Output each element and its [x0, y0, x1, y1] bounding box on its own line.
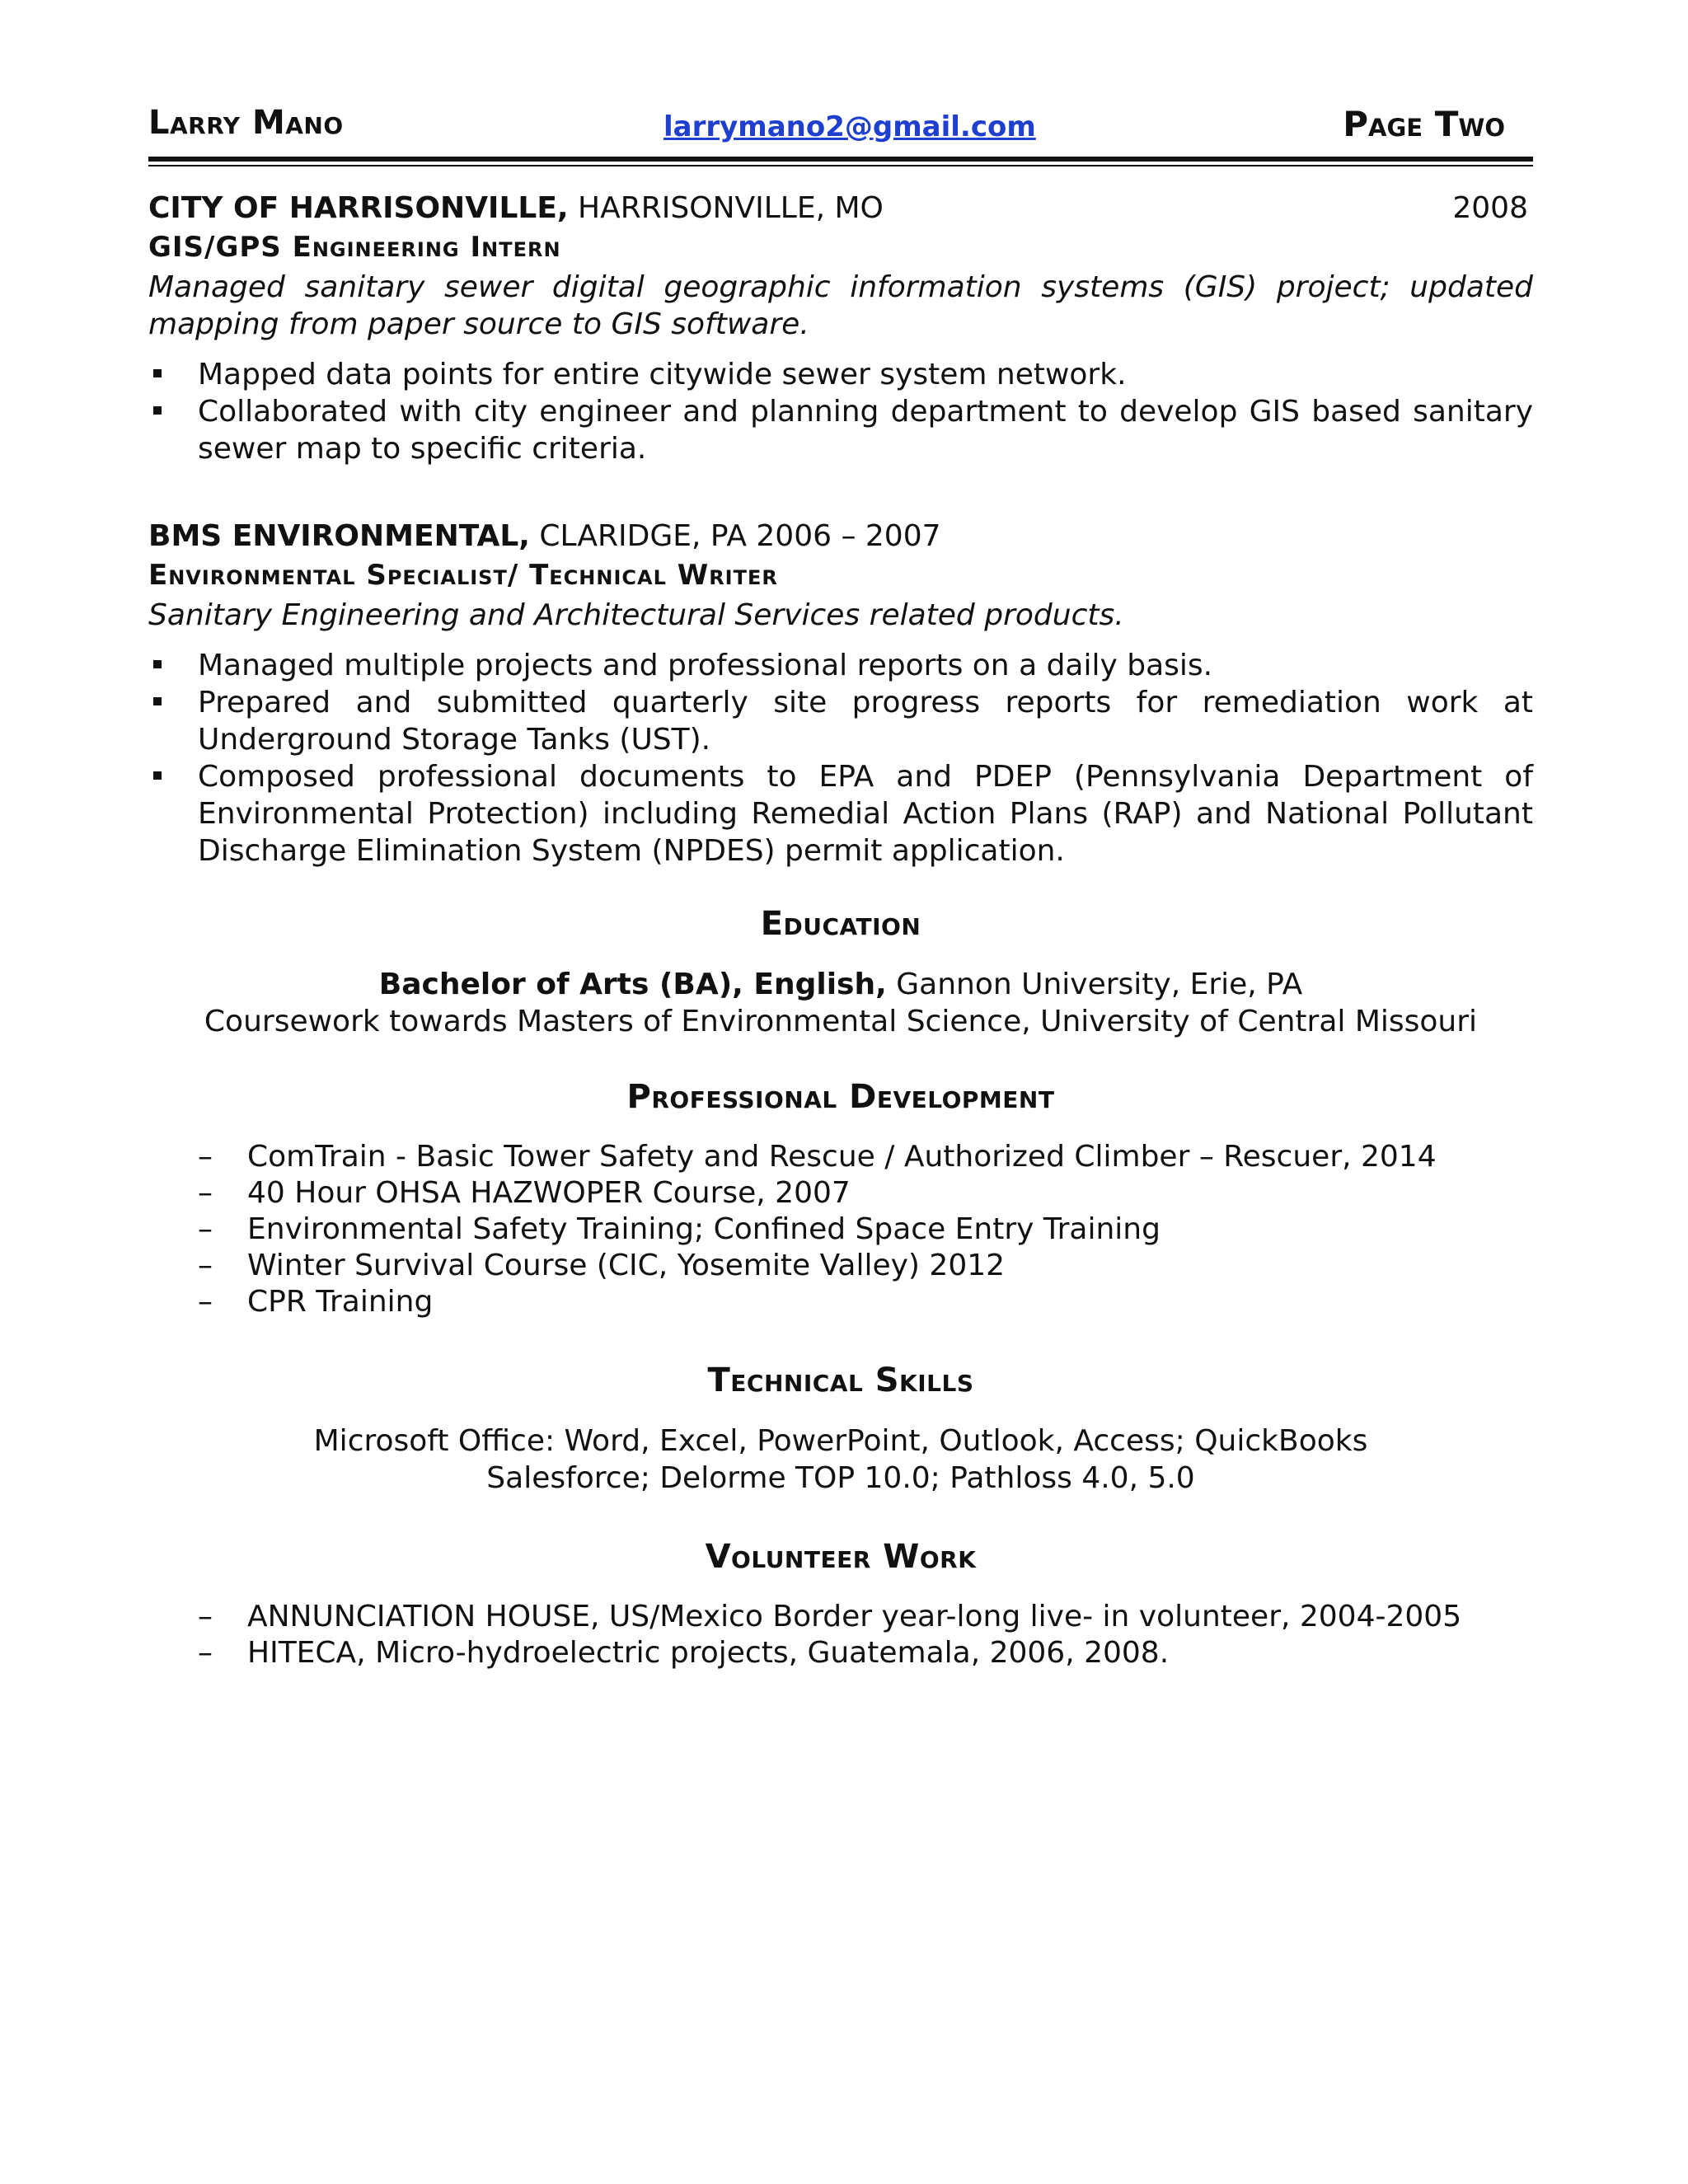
dash-bullet-icon: – — [198, 1285, 213, 1319]
job-heading-line — [148, 191, 1533, 231]
coursework: Coursework towards Masters of Environmental Science, University of Central Missouri — [204, 1005, 1478, 1038]
list-item: – Environmental Safety Training; Confined Space Entry Training — [198, 1212, 1160, 1246]
degree-line — [148, 966, 1533, 1003]
professional-development-list — [148, 1139, 1533, 1320]
job-description: Sanitary Engineering and Architectural Services related products. — [148, 598, 1124, 632]
dash-bullet-icon: – — [198, 1212, 213, 1246]
job-year: 2008 — [1452, 191, 1528, 225]
job-bullet: Collaborated with city engineer and planning department to develop GIS based sanitary sewer map to specific criteria. — [148, 393, 1533, 467]
square-bullet-icon — [153, 406, 162, 415]
page-label: Page Two — [1343, 104, 1505, 144]
square-bullet-icon — [153, 771, 162, 780]
degree: Bachelor of Arts (BA), English, — [378, 968, 887, 1001]
job-location: CLARIDGE, PA 2006 – 2007 — [539, 519, 941, 553]
page-header — [148, 99, 1533, 148]
job-bullet-list — [148, 356, 1533, 467]
job-organization: BMS ENVIRONMENTAL, — [148, 519, 530, 553]
skills-line: Microsoft Office: Word, Excel, PowerPoint, Outlook, Access; QuickBooks — [313, 1424, 1368, 1458]
list-item: – 40 Hour OHSA HAZWOPER Course, 2007 — [198, 1176, 851, 1210]
school: Gannon University, Erie, PA — [896, 968, 1303, 1001]
candidate-name: Larry Mano — [148, 104, 344, 142]
job-description: Managed sanitary sewer digital geographic information systems (GIS) project; updated mapping from paper source to GIS software. — [148, 270, 1533, 341]
volunteer-work-list — [148, 1599, 1533, 1671]
job-entry — [148, 519, 1533, 869]
job-bullet: Mapped data points for entire citywide sewer system network. — [148, 356, 1533, 393]
job-organization: CITY OF HARRISONVILLE, — [148, 191, 569, 225]
list-item: – CPR Training — [198, 1285, 434, 1319]
volunteer-work-heading: Volunteer Work — [705, 1538, 977, 1576]
list-item: – ComTrain - Basic Tower Safety and Rescue / Authorized Climber – Rescuer, 2014 — [198, 1140, 1437, 1174]
job-heading-line — [148, 519, 1533, 559]
header-rule-thin — [148, 165, 1533, 166]
square-bullet-icon — [153, 369, 162, 377]
job-role: GIS/GPS Engineering Intern — [148, 231, 561, 264]
list-item: – HITECA, Micro-hydroelectric projects, Guatemala, 2006, 2008. — [198, 1636, 1170, 1670]
square-bullet-icon — [153, 660, 162, 668]
list-item: – Winter Survival Course (CIC, Yosemite Valley) 2012 — [198, 1249, 1006, 1282]
job-bullet: Prepared and submitted quarterly site progress reports for remediation work at Underground Storage Tanks (UST). — [148, 684, 1533, 758]
dash-bullet-icon: – — [198, 1636, 213, 1670]
job-bullet: Composed professional documents to EPA and PDEP (Pennsylvania Department of Environmental Protection) including Remedial Action Plans (RAP) and National Pollutant Discharge Elimination System (NPDES) permit application. — [148, 758, 1533, 869]
skills-line: Salesforce; Delorme TOP 10.0; Pathloss 4.0, 5.0 — [486, 1461, 1195, 1495]
email-link[interactable]: larrymano2@gmail.com — [663, 110, 1036, 143]
technical-skills — [148, 1422, 1533, 1497]
education-details — [148, 966, 1533, 1040]
dash-bullet-icon: – — [198, 1249, 213, 1282]
education-heading: Education — [760, 905, 921, 943]
dash-bullet-icon: – — [198, 1600, 213, 1633]
list-item: – ANNUNCIATION HOUSE, US/Mexico Border year-long live- in volunteer, 2004-2005 — [198, 1600, 1462, 1633]
technical-skills-heading: Technical Skills — [707, 1361, 974, 1399]
job-bullet-list — [148, 647, 1533, 869]
job-location: HARRISONVILLE, MO — [578, 191, 884, 225]
dash-bullet-icon: – — [198, 1140, 213, 1174]
square-bullet-icon — [153, 697, 162, 705]
job-entry — [148, 191, 1533, 467]
job-role: Environmental Specialist/ Technical Writer — [148, 559, 778, 592]
header-rule-thick — [148, 157, 1533, 162]
professional-development-heading: Professional Development — [626, 1078, 1055, 1116]
job-bullet: Managed multiple projects and professional reports on a daily basis. — [148, 647, 1533, 684]
dash-bullet-icon: – — [198, 1176, 213, 1210]
